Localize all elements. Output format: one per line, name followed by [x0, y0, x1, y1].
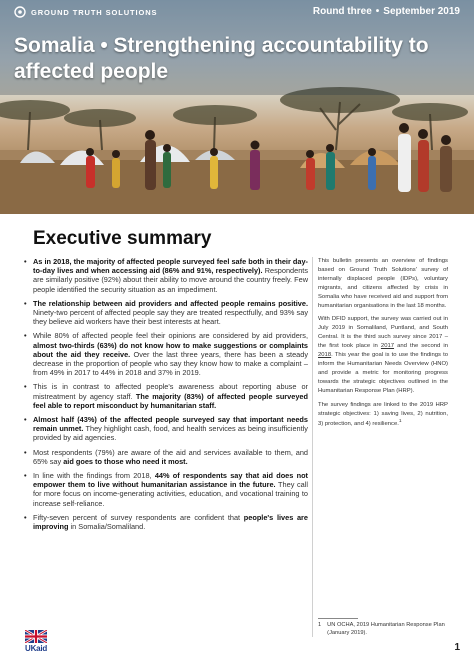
sidebar-text: The survey findings are linked to the 2019 HRP strategic objectives: 1) saving lives, 2) nutrition, 3) protection, and 4) resilience. [318, 401, 448, 428]
bulletin-intro-sidebar [318, 257, 448, 434]
summary-bullet [26, 471, 308, 508]
round-date [313, 6, 460, 17]
report-link[interactable]: 2018 [318, 352, 332, 359]
bullet-text: Ninety-two percent of affected people say they are treated respectfully, and 93% say they believe aid workers have their best interests at heart. [33, 308, 308, 327]
page-title: Somalia • Strengthening accountability to affected people [14, 34, 429, 83]
summary-bullet-list [26, 257, 308, 531]
bullet-emphasis: people's lives are improving [33, 512, 308, 532]
footnote [318, 621, 448, 637]
bullet-text: In line with the findings from 2018, [33, 471, 155, 481]
bullet-text: This is in contrast to affected people's awareness about reporting abuse or mistreatment by agency staff. [33, 382, 308, 401]
org-name: GROUND TRUTH SOLUTIONS [31, 7, 158, 17]
ground-truth-logo-icon [14, 6, 26, 18]
bullet-text: Over the last three years, there has been a steady decrease in the proportion of people who say they know how to make a complaint – from 49% in 2017 to 44% in 2018 and 37% in 2019. [33, 349, 309, 378]
funder-name: UKaid [25, 644, 48, 653]
bullet-text: Fifty-seven percent of survey respondents are confident that [33, 512, 244, 522]
sidebar-text: . This year the goal is to use the findings to inform the Humanitarian Needs Overview (HNO) and provide a metric for monitoring progress towards the strategic objectives outlined in the Humanitarian Response Plan (HRP). [318, 352, 448, 394]
sidebar-text: and the second in [394, 343, 448, 350]
bullet-text: They call for more focus on income-generating activities, education, and vocational training to increase self-reliance. [33, 480, 308, 508]
bullet-text: Respondents are similarly positive (92%) about their ability to move around the country freely. Few people identified the security situation as an impediment. [33, 266, 308, 294]
ground-truth-logo [14, 6, 157, 18]
footnote-text: UN OCHA, 2019 Humanitarian Response Plan (January 2019). [327, 622, 445, 636]
round-separator: • [375, 6, 380, 17]
executive-summary-body [26, 257, 308, 536]
footnote-ref: 1 [398, 419, 402, 425]
summary-bullet [26, 257, 308, 294]
page-number: 1 [454, 642, 460, 653]
hero-photo [0, 0, 474, 214]
sidebar-text: With DFID support, the survey was carried out in July 2019 in Somaliland, Puntland, and South Central. It is the third such survey since 2017 – the first took place in [318, 316, 448, 350]
round-label: Round three [312, 6, 372, 17]
bullet-text: Most respondents (79%) are aware of the aid and services available to them, and 65% say [33, 447, 308, 466]
union-flag-icon [25, 630, 47, 643]
bullet-emphasis: The majority (83%) of affected people surveyed feel able to report misconduct by humanitarian staff. [33, 391, 308, 410]
footnote-rule [318, 618, 358, 619]
summary-bullet [26, 382, 308, 410]
report-link[interactable]: 2017 [380, 343, 395, 350]
bullet-text: in Somalia/Somaliland. [68, 522, 146, 532]
bullet-text: They highlight cash, food, and health services as being insufficiently provided by aid agencies. [33, 424, 308, 443]
round-date-value: September 2019 [383, 6, 460, 17]
bullet-emphasis: Almost half (43%) of the affected people surveyed say that important needs remain unmet. [33, 415, 308, 434]
executive-summary-heading: Executive summary [33, 228, 212, 249]
column-divider [312, 257, 313, 637]
sidebar-paragraph [318, 257, 448, 310]
ukaid-logo [25, 630, 47, 660]
bullet-emphasis: As in 2018, the majority of affected people surveyed feel safe both in their day-to-day lives and when accessing aid (86% and 91%, respectively). [33, 257, 308, 276]
summary-bullet [26, 331, 308, 377]
sidebar-paragraph [318, 401, 448, 430]
bullet-emphasis: almost two-thirds (63%) do not know how to make suggestions or complaints about the aid they receive. [33, 340, 308, 359]
bullet-text: While 80% of affected people feel their opinions are considered by aid providers, [33, 331, 308, 341]
summary-bullet [26, 513, 308, 531]
sidebar-paragraph [318, 315, 448, 395]
summary-bullet [26, 448, 308, 466]
footnote-number: 1 [318, 622, 322, 628]
bullet-emphasis: aid goes to those who need it most. [63, 456, 188, 466]
summary-bullet [26, 299, 308, 327]
sidebar-text: This bulletin presents an overview of findings based on Ground Truth Solutions' survey of internally displaced people (IDPs), voluntary migrants, and citizens affected by crisis in Somalia who have received aid and support from humanitarian organisations in the last 18 months. [318, 258, 448, 309]
bullet-emphasis: 44% of respondents say that aid does not empower them to live without humanitarian assistance in the future. [33, 471, 308, 490]
bullet-emphasis: The relationship between aid providers and affected people remains positive. [33, 298, 308, 308]
summary-bullet [26, 415, 308, 443]
